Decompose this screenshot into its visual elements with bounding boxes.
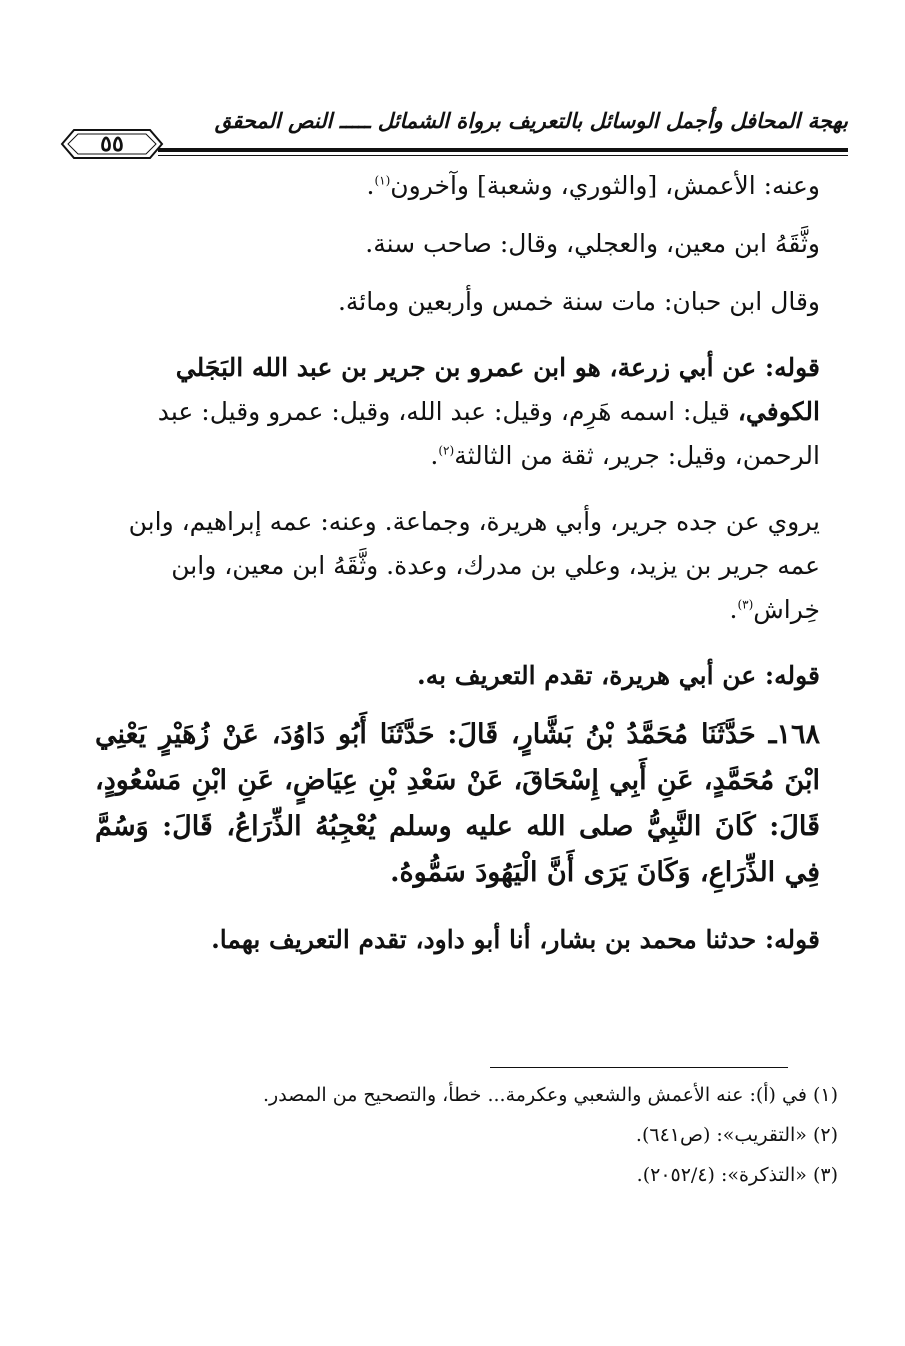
hadith-168: ١٦٨ـ حَدَّثَنَا مُحَمَّدُ بْنُ بَشَّارٍ، قَالَ: حَدَّثَنَا أَبُو دَاوُدَ، عَنْ زُهَيْرٍ يَعْنِي ابْنَ مُحَمَّدٍ، عَنِ أَبِي إِسْحَاقَ، عَنْ سَعْدِ بْنِ عِيَاضٍ، عَنِ ابْنِ مَسْعُودٍ، قَالَ: كَانَ النَّبِيُّ صلى الله عليه وسلم يُعْجِبُهُ الذِّرَاعُ، قَالَ: وَسُمَّ فِي الذِّرَاعِ، وَكَانَ يَرَى أَنَّ الْيَهُودَ سَمُّوهُ. (95, 719, 820, 888)
paragraph-1 (95, 164, 820, 208)
main-text (95, 164, 820, 962)
paragraph-2: وثَّقَهُ ابن معين، والعجلي، وقال: صاحب سنة. (365, 229, 820, 258)
page-header (58, 104, 848, 164)
page-number-ornament (58, 124, 166, 164)
running-title: بهجة المحافل وأجمل الوسائل بالتعريف برواة الشمائل ـــــ النص المحقق (214, 108, 848, 133)
paragraph-4-end: . (430, 441, 439, 470)
footnote-1: (١) في (أ): عنه الأعمش والشعبي وعكرمة... خطأ، والتصحيح من المصدر. (262, 1084, 838, 1106)
paragraph-6: قوله: عن أبي هريرة، تقدم التعريف به. (417, 661, 820, 690)
footnote-3: (٣) «التذكرة»: (٢٠٥٢/٤). (636, 1164, 838, 1186)
paragraph-1-text: وعنه: الأعمش، [والثوري، وشعبة] وآخرون (390, 171, 820, 200)
page-number: ٥٥ (100, 131, 124, 157)
footnote-ref-3: (٣) (737, 597, 754, 612)
paragraph-7: قوله: حدثنا محمد بن بشار، أنا أبو داود، تقدم التعريف بهما. (211, 925, 820, 954)
header-rule-thin (158, 155, 848, 156)
footnote-ref-1: (١) (374, 173, 391, 188)
paragraph-4-text: قيل: اسمه هَرِم، وقيل: عبد الله، وقيل: عمرو وقيل: عبد الرحمن، وقيل: جرير، ثقة من الثالثة (157, 397, 820, 470)
paragraph-5-end: . (729, 595, 738, 624)
paragraph-3: وقال ابن حبان: مات سنة خمس وأربعين ومائة. (337, 287, 820, 316)
header-rule-thick (158, 148, 848, 152)
footnote-ref-2: (٢) (438, 443, 455, 458)
paragraph-4 (95, 346, 820, 478)
footnote-separator (490, 1067, 788, 1068)
footnotes (150, 1080, 838, 1200)
paragraph-5 (95, 500, 820, 632)
paragraph-1-end: . (366, 171, 375, 200)
footnote-2: (٢) «التقريب»: (ص٦٤١). (635, 1124, 838, 1146)
paragraph-5-text: يروي عن جده جرير، وأبي هريرة، وجماعة. وعنه: عمه إبراهيم، وابن عمه جرير بن يزيد، وعلي بن مدرك، وعدة. وثَّقَهُ ابن معين، وابن خِراش (128, 507, 820, 624)
paragraph-4-lead: قوله: عن أبي زرعة، هو ابن عمرو بن جرير بن عبد الله البَجَلي الكوفي، (175, 353, 820, 426)
